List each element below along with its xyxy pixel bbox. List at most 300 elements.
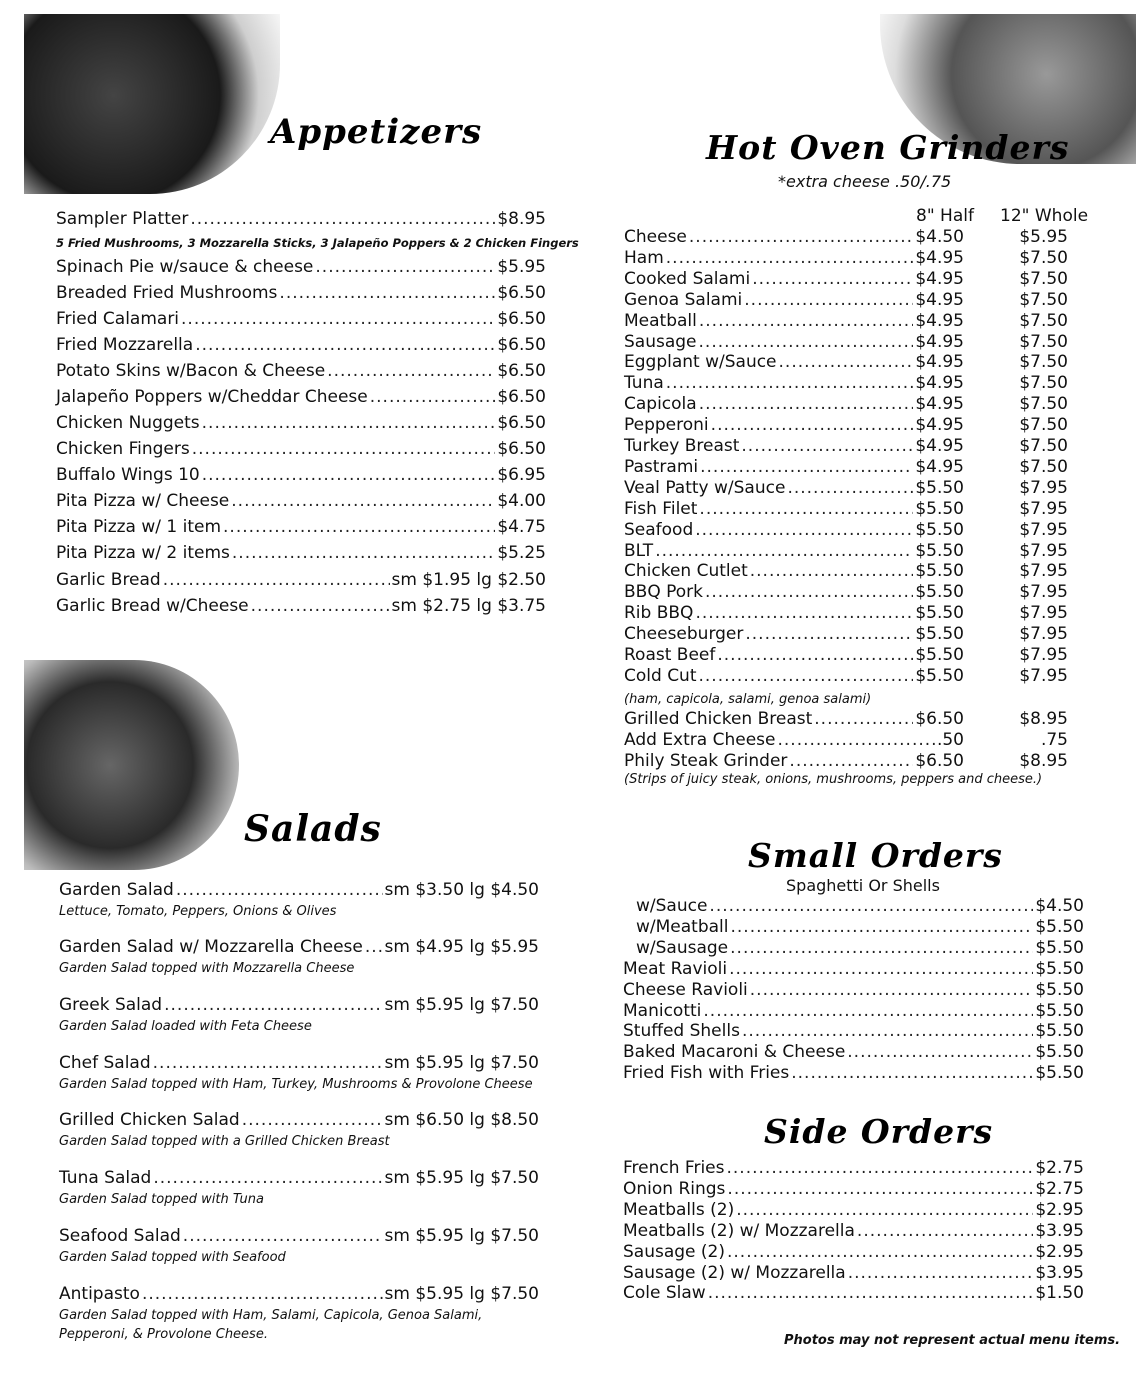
small-order-row [636, 938, 1084, 960]
whole-price: $7.50 [1019, 352, 1068, 373]
grinder-row [624, 541, 964, 563]
item-name: Grilled Chicken Breast [624, 709, 813, 729]
appetizer-row [56, 543, 546, 565]
item-price: sm $4.95 lg $5.95 [384, 937, 539, 957]
side-order-row [623, 1158, 1084, 1180]
half-price: $4.95 [915, 310, 964, 331]
half-price: $4.95 [915, 352, 964, 373]
col-half-header: 8" Half [916, 206, 974, 226]
salad-row [59, 1284, 539, 1306]
grinder-row [624, 603, 964, 625]
whole-price: $7.50 [1019, 331, 1068, 352]
appetizer-photo [24, 14, 280, 194]
item-price: sm $3.50 lg $4.50 [384, 880, 539, 900]
item-price: $6.50 [497, 413, 546, 433]
small-order-row [636, 917, 1084, 939]
appetizer-row [56, 491, 546, 513]
leader-dots [699, 499, 913, 519]
item-price: $5.50 [1035, 1063, 1084, 1084]
grinder-row [624, 751, 964, 773]
appetizer-row [56, 517, 546, 539]
leader-dots [730, 938, 1033, 958]
item-name: Rib BBQ [624, 603, 694, 624]
item-price: $6.95 [497, 465, 546, 485]
item-price: $6.50 [497, 335, 546, 355]
whole-price: $7.50 [1019, 373, 1068, 394]
grinders-heading: Hot Oven Grinders [706, 128, 1070, 167]
leader-dots [183, 1226, 383, 1246]
item-name: Sausage (2) w/ Mozzarella [623, 1262, 846, 1283]
leader-dots [192, 439, 496, 459]
leader-dots [709, 896, 1033, 916]
item-price: $4.00 [497, 491, 546, 511]
item-price: $2.75 [1035, 1178, 1084, 1199]
half-price: $5.50 [915, 624, 964, 645]
leader-dots [699, 394, 914, 414]
item-price: $5.50 [1035, 1042, 1084, 1063]
salad-row [59, 1110, 539, 1132]
leader-dots [789, 751, 913, 771]
item-price: $5.50 [1035, 1000, 1084, 1021]
leader-dots [231, 491, 495, 511]
grinder-row [624, 394, 964, 416]
item-name: Fish Filet [624, 498, 698, 519]
appetizers-heading: Appetizers [270, 112, 483, 152]
appetizer-row [56, 570, 546, 592]
grinder-row [624, 582, 964, 604]
leader-dots [202, 465, 496, 485]
whole-price: $7.95 [1019, 561, 1068, 582]
leader-dots [181, 309, 495, 329]
grinder-row [624, 666, 964, 688]
half-price: $5.50 [915, 561, 964, 582]
item-name: Chicken Nuggets [56, 413, 200, 433]
grinder-row [624, 457, 964, 479]
small-order-row [623, 959, 1084, 981]
item-name: Pepperoni [624, 415, 709, 436]
item-name: Sampler Platter [56, 209, 189, 229]
leader-dots [727, 1179, 1033, 1199]
item-name: Fried Calamari [56, 309, 180, 329]
item-name: Cheeseburger [624, 624, 744, 645]
side-order-row [623, 1263, 1084, 1285]
item-name: Breaded Fried Mushrooms [56, 283, 278, 303]
item-price: $5.95 [497, 257, 546, 277]
item-price: $4.75 [497, 517, 546, 537]
item-price: $5.50 [1035, 958, 1084, 979]
item-name: Garlic Bread w/Cheese [56, 596, 249, 616]
item-name: Onion Rings [623, 1178, 726, 1199]
item-name: Buffalo Wings 10 [56, 465, 200, 485]
item-name: Baked Macaroni & Cheese [623, 1042, 846, 1063]
leader-dots [848, 1263, 1034, 1283]
whole-price: $5.95 [1019, 227, 1068, 247]
item-name: Cold Cut [624, 665, 697, 686]
item-price: $5.50 [1035, 1021, 1084, 1042]
salad-row [59, 880, 539, 902]
item-name: Garden Salad [59, 880, 174, 900]
grinder-row [624, 332, 964, 354]
col-whole-header: 12" Whole [1000, 206, 1089, 226]
whole-price: $7.50 [1019, 456, 1068, 477]
item-price: $1.50 [1035, 1283, 1084, 1304]
item-name: Pita Pizza w/ 2 items [56, 543, 230, 563]
whole-price: $7.95 [1019, 582, 1068, 603]
leader-dots [779, 352, 914, 372]
appetizer-row [56, 335, 546, 357]
whole-price: $7.95 [1019, 519, 1068, 540]
salad-desc: Garden Salad topped with Ham, Turkey, Mushrooms & Provolone Cheese [59, 1077, 533, 1092]
salads-heading: Salads [244, 808, 382, 850]
item-name: w/Meatball [636, 916, 729, 937]
item-name: Add Extra Cheese [624, 730, 776, 750]
half-price: $5.50 [915, 519, 964, 540]
whole-price: $7.95 [1019, 665, 1068, 686]
item-name: Chicken Cutlet [624, 561, 748, 582]
grinder-row [624, 248, 964, 270]
salad-row [59, 937, 539, 959]
salad-desc: Pepperoni, & Provolone Cheese. [59, 1327, 268, 1342]
half-price: $4.95 [915, 436, 964, 456]
item-name: BBQ Pork [624, 582, 703, 603]
item-price: sm $2.75 lg $3.75 [391, 596, 546, 616]
item-name: Eggplant w/Sauce [624, 352, 777, 373]
leader-dots [699, 311, 913, 331]
appetizer-row [56, 257, 546, 279]
appetizer-row [56, 361, 546, 383]
leader-dots [695, 603, 913, 623]
leader-dots [857, 1221, 1033, 1241]
whole-price: $7.95 [1019, 603, 1068, 624]
half-price: $4.50 [915, 227, 964, 247]
item-name: Seafood Salad [59, 1226, 181, 1246]
item-name: Stuffed Shells [623, 1021, 740, 1042]
grinder-row [624, 311, 964, 333]
item-price: $6.50 [497, 387, 546, 407]
half-price: $4.95 [915, 331, 964, 352]
item-price: $3.95 [1035, 1262, 1084, 1283]
item-name: Veal Patty w/Sauce [624, 477, 786, 498]
side-orders-heading: Side Orders [764, 1112, 994, 1151]
item-name: Phily Steak Grinder [624, 751, 788, 771]
leader-dots [666, 248, 914, 268]
leader-dots [195, 335, 495, 355]
item-name: Cheese [624, 227, 687, 247]
half-price: $5.50 [915, 603, 964, 624]
grinder-row [624, 290, 964, 312]
leader-dots [729, 959, 1033, 979]
leader-dots [705, 582, 913, 602]
item-price: $5.50 [1035, 937, 1084, 958]
leader-dots [315, 257, 495, 277]
side-order-row [623, 1179, 1084, 1201]
whole-price: $7.95 [1019, 540, 1068, 561]
item-name: Grilled Chicken Salad [59, 1110, 240, 1130]
half-price: $5.50 [915, 645, 964, 665]
small-order-row [623, 1021, 1084, 1043]
leader-dots [689, 227, 913, 247]
item-price: sm $5.95 lg $7.50 [384, 1168, 539, 1188]
item-name: Greek Salad [59, 995, 163, 1015]
leader-dots [711, 415, 914, 435]
leader-dots [717, 645, 913, 665]
salad-row [59, 1053, 539, 1075]
whole-price: $7.95 [1019, 645, 1068, 665]
half-price: $4.95 [915, 394, 964, 415]
appetizer-row [56, 596, 546, 618]
grinder-row [624, 373, 964, 395]
leader-dots [731, 917, 1034, 937]
half-price: $4.95 [915, 415, 964, 436]
item-name: BLT [624, 540, 654, 561]
appetizer-row [56, 209, 546, 231]
leader-dots [741, 436, 913, 456]
whole-price: $7.50 [1019, 310, 1068, 331]
small-order-row [623, 1001, 1084, 1023]
item-price: sm $5.95 lg $7.50 [384, 1284, 539, 1304]
leader-dots [695, 520, 913, 540]
half-price: $4.95 [915, 247, 964, 268]
leader-dots [787, 478, 913, 498]
salad-desc: Garden Salad topped with Seafood [59, 1250, 286, 1265]
leader-dots [727, 1242, 1033, 1262]
salad-desc: Garden Salad topped with a Grilled Chicken Breast [59, 1134, 390, 1149]
whole-price: $7.95 [1019, 498, 1068, 519]
leader-dots [700, 457, 913, 477]
item-price: sm $5.95 lg $7.50 [384, 1053, 539, 1073]
salad-desc: Garden Salad topped with Tuna [59, 1192, 264, 1207]
grinder-row [624, 709, 964, 731]
item-name: w/Sausage [636, 937, 729, 958]
leader-dots [202, 413, 496, 433]
grinder-row [624, 269, 964, 291]
item-name: Cole Slaw [623, 1283, 706, 1304]
half-price: $6.50 [915, 751, 964, 771]
side-order-row [623, 1242, 1084, 1264]
half-price: $5.50 [915, 477, 964, 498]
item-name: Pastrami [624, 456, 699, 477]
grinder-row [624, 561, 964, 583]
leader-dots [791, 1063, 1033, 1083]
salad-row [59, 1226, 539, 1248]
item-name: Antipasto [59, 1284, 140, 1304]
footer-note: Photos may not represent actual menu items. [784, 1333, 1121, 1348]
item-price: sm $5.95 lg $7.50 [384, 1226, 539, 1246]
item-name: Tuna Salad [59, 1168, 152, 1188]
item-name: Ham [624, 247, 664, 268]
item-name: Manicotti [623, 1000, 702, 1021]
item-name: Cooked Salami [624, 268, 751, 289]
leader-dots [814, 709, 913, 729]
whole-price: $8.95 [1019, 709, 1068, 729]
leader-dots [242, 1110, 383, 1130]
grinder-row [624, 227, 964, 249]
side-order-row [623, 1283, 1084, 1305]
leader-dots [708, 1283, 1034, 1303]
grinder-row [624, 520, 964, 542]
half-price: $5.50 [915, 498, 964, 519]
item-price: sm $6.50 lg $8.50 [384, 1110, 539, 1130]
side-order-row [623, 1200, 1084, 1222]
leader-dots [655, 541, 913, 561]
leader-dots [232, 543, 495, 563]
grinder-row [624, 499, 964, 521]
item-name: Capicola [624, 394, 697, 415]
leader-dots [251, 596, 390, 616]
item-price: $5.50 [1035, 979, 1084, 1000]
half-price: $5.50 [915, 582, 964, 603]
small-orders-subtitle: Spaghetti Or Shells [786, 876, 940, 895]
salad-desc: Garden Salad topped with Ham, Salami, Capicola, Genoa Salami, [59, 1308, 483, 1323]
leader-dots [163, 570, 390, 590]
leader-dots [153, 1053, 383, 1073]
grinder-row [624, 415, 964, 437]
item-name: Meatballs (2) w/ Mozzarella [623, 1220, 855, 1241]
small-orders-heading: Small Orders [748, 836, 1003, 875]
grinder-row [624, 624, 964, 646]
leader-dots [727, 1158, 1034, 1178]
item-name: Potato Skins w/Bacon & Cheese [56, 361, 326, 381]
item-price: sm $5.95 lg $7.50 [384, 995, 539, 1015]
steak-note: (Strips of juicy steak, onions, mushrooms, peppers and cheese.) [624, 772, 1043, 787]
whole-price: $7.95 [1019, 477, 1068, 498]
small-order-row [636, 896, 1084, 918]
item-name: French Fries [623, 1158, 725, 1178]
grinder-row [624, 478, 964, 500]
item-price: $6.50 [497, 309, 546, 329]
half-price: $4.95 [915, 373, 964, 394]
item-name: Chef Salad [59, 1053, 151, 1073]
item-name: Fried Mozzarella [56, 335, 194, 355]
item-price: $4.50 [1035, 896, 1084, 916]
leader-dots [847, 1042, 1033, 1062]
item-price: $6.50 [497, 283, 546, 303]
item-name: Genoa Salami [624, 289, 743, 310]
small-order-row [623, 980, 1084, 1002]
leader-dots [744, 290, 913, 310]
salad-desc: Lettuce, Tomato, Peppers, Onions & Olives [59, 904, 337, 919]
whole-price: $7.50 [1019, 436, 1068, 456]
leader-dots [223, 517, 495, 537]
leader-dots [142, 1284, 383, 1304]
leader-dots [745, 624, 913, 644]
item-price: $2.95 [1035, 1199, 1084, 1220]
item-price: $6.50 [497, 439, 546, 459]
leader-dots [176, 880, 383, 900]
salad-photo [24, 660, 239, 870]
whole-price: $7.95 [1019, 624, 1068, 645]
whole-price: $7.50 [1019, 394, 1068, 415]
grinder-row [624, 352, 964, 374]
whole-price: $8.95 [1019, 751, 1068, 771]
item-name: Spinach Pie w/sauce & cheese [56, 257, 314, 277]
leader-dots [750, 980, 1034, 1000]
half-price: $4.95 [915, 268, 964, 289]
leader-dots [190, 209, 495, 229]
sampler-note: 5 Fried Mushrooms, 3 Mozzarella Sticks, 3 Jalapeño Poppers & 2 Chicken Fingers [56, 236, 579, 250]
half-price: $4.95 [915, 289, 964, 310]
appetizer-row [56, 309, 546, 331]
half-price: $6.50 [915, 709, 964, 729]
leader-dots [327, 361, 495, 381]
leader-dots [699, 332, 914, 352]
salad-desc: Garden Salad topped with Mozzarella Cheese [59, 961, 355, 976]
item-name: Sausage (2) [623, 1241, 725, 1262]
leader-dots [752, 269, 913, 289]
item-name: Garlic Bread [56, 570, 161, 590]
item-price: $5.50 [1035, 916, 1084, 937]
leader-dots [736, 1200, 1033, 1220]
appetizer-row [56, 387, 546, 409]
item-name: Meat Ravioli [623, 958, 728, 979]
item-price: $8.95 [497, 209, 546, 229]
leader-dots [164, 995, 382, 1015]
item-name: Seafood [624, 519, 694, 540]
item-price: $5.25 [497, 543, 546, 563]
item-name: Garden Salad w/ Mozzarella Cheese [59, 937, 363, 957]
salad-row [59, 995, 539, 1017]
appetizer-row [56, 413, 546, 435]
item-price: sm $1.95 lg $2.50 [391, 570, 546, 590]
small-order-row [623, 1042, 1084, 1064]
half-price: .50 [936, 730, 964, 750]
coldcut-note: (ham, capicola, salami, genoa salami) [624, 692, 872, 707]
small-order-row [623, 1063, 1084, 1085]
leader-dots [279, 283, 495, 303]
leader-dots [370, 387, 496, 407]
whole-price: .75 [1040, 730, 1068, 750]
appetizer-row [56, 465, 546, 487]
half-price: $4.95 [915, 456, 964, 477]
leader-dots [699, 666, 914, 686]
whole-price: $7.50 [1019, 247, 1068, 268]
grinder-row [624, 730, 964, 752]
side-order-row [623, 1221, 1084, 1243]
item-price: $3.95 [1035, 1220, 1084, 1241]
leader-dots [153, 1168, 382, 1188]
item-name: w/Sauce [636, 896, 708, 916]
leader-dots [703, 1001, 1033, 1021]
appetizer-row [56, 439, 546, 461]
whole-price: $7.50 [1019, 289, 1068, 310]
salad-row [59, 1168, 539, 1190]
grinder-row [624, 436, 964, 458]
item-price: $6.50 [497, 361, 546, 381]
leader-dots [742, 1021, 1033, 1041]
leader-dots [777, 730, 934, 750]
grinder-row [624, 645, 964, 667]
salad-desc: Garden Salad loaded with Feta Cheese [59, 1019, 312, 1034]
half-price: $5.50 [915, 665, 964, 686]
item-name: Meatball [624, 310, 697, 331]
item-name: Pita Pizza w/ 1 item [56, 517, 222, 537]
item-name: Roast Beef [624, 645, 716, 665]
grinders-subtitle: *extra cheese .50/.75 [778, 172, 952, 191]
item-name: Jalapeño Poppers w/Cheddar Cheese [56, 387, 368, 407]
item-name: Sausage [624, 331, 697, 352]
item-price: $2.95 [1035, 1241, 1084, 1262]
item-name: Turkey Breast [624, 436, 740, 456]
whole-price: $7.50 [1019, 415, 1068, 436]
item-name: Cheese Ravioli [623, 979, 748, 1000]
item-name: Fried Fish with Fries [623, 1063, 790, 1084]
leader-dots [365, 937, 383, 957]
item-name: Chicken Fingers [56, 439, 190, 459]
leader-dots [750, 561, 914, 581]
leader-dots [666, 373, 914, 393]
item-name: Pita Pizza w/ Cheese [56, 491, 230, 511]
whole-price: $7.50 [1019, 268, 1068, 289]
